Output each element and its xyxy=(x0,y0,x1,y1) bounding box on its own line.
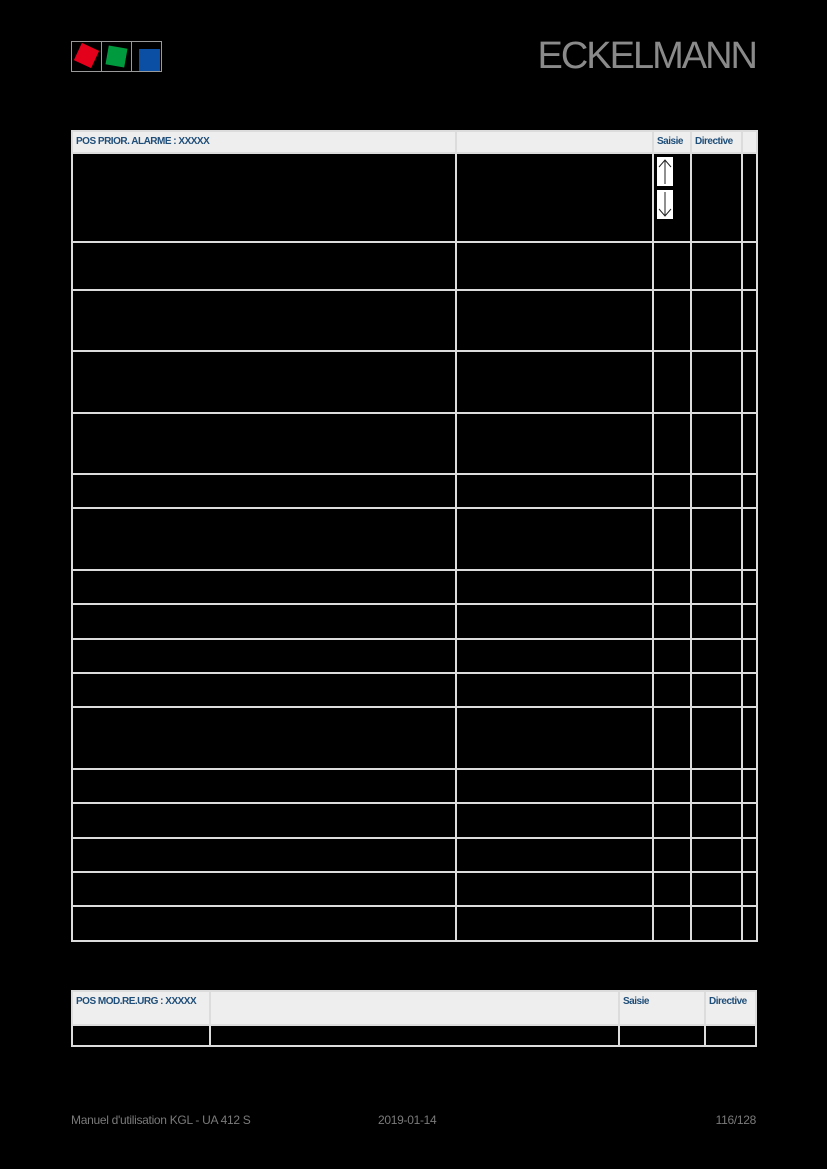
row-extra-cell xyxy=(742,803,757,838)
row-saisie-cell xyxy=(619,1025,705,1046)
column-header-directive: Directive xyxy=(705,991,756,1025)
row-label-cell xyxy=(72,351,456,413)
row-value-cell xyxy=(456,242,653,290)
row-label-cell xyxy=(72,769,456,803)
row-directive-cell xyxy=(691,673,742,707)
table-row xyxy=(72,1025,756,1046)
row-extra-cell xyxy=(742,290,757,351)
table-row xyxy=(72,474,757,508)
row-extra-cell xyxy=(742,604,757,639)
table-row xyxy=(72,838,757,872)
arrow-up-button[interactable] xyxy=(657,157,673,186)
row-directive-cell xyxy=(691,153,742,242)
row-saisie-cell xyxy=(653,474,691,508)
row-label-cell xyxy=(72,838,456,872)
row-directive-cell xyxy=(691,872,742,906)
company-logo xyxy=(71,41,162,72)
table-title: POS PRIOR. ALARME : XXXXX xyxy=(72,131,456,153)
table-row xyxy=(72,242,757,290)
row-extra-cell xyxy=(742,639,757,673)
row-extra-cell xyxy=(742,242,757,290)
row-saisie-cell xyxy=(653,769,691,803)
table-row xyxy=(72,673,757,707)
row-label-cell xyxy=(72,673,456,707)
alarm-priority-table xyxy=(71,130,758,942)
table-row xyxy=(72,413,757,474)
row-extra-cell xyxy=(742,838,757,872)
row-directive-cell xyxy=(691,838,742,872)
table-row xyxy=(72,906,757,941)
row-saisie-cell xyxy=(653,673,691,707)
row-label-cell xyxy=(72,803,456,838)
row-label-cell xyxy=(72,290,456,351)
row-label-cell xyxy=(72,508,456,570)
row-value-cell xyxy=(456,290,653,351)
column-header-value xyxy=(456,131,653,153)
row-extra-cell xyxy=(742,153,757,242)
row-label-cell xyxy=(72,1025,210,1046)
row-saisie-cell xyxy=(653,872,691,906)
row-label-cell xyxy=(72,906,456,941)
row-directive-cell xyxy=(691,803,742,838)
row-directive-cell xyxy=(691,351,742,413)
column-header-saisie: Saisie xyxy=(653,131,691,153)
row-saisie-cell xyxy=(653,803,691,838)
urgent-mode-table xyxy=(71,990,757,1047)
row-extra-cell xyxy=(742,673,757,707)
row-extra-cell xyxy=(742,474,757,508)
row-label-cell xyxy=(72,639,456,673)
row-label-cell xyxy=(72,570,456,604)
row-extra-cell xyxy=(742,413,757,474)
row-value-cell xyxy=(456,872,653,906)
arrow-down-icon xyxy=(657,190,673,219)
row-value-cell xyxy=(456,153,653,242)
row-value-cell xyxy=(456,769,653,803)
row-value-cell xyxy=(456,906,653,941)
row-value-cell xyxy=(456,351,653,413)
logo-blue-box xyxy=(131,41,162,72)
logo-green-box xyxy=(101,41,131,72)
row-saisie-cell xyxy=(653,604,691,639)
row-extra-cell xyxy=(742,570,757,604)
row-saisie-cell xyxy=(653,242,691,290)
row-value-cell xyxy=(456,604,653,639)
arrow-up-icon xyxy=(657,157,673,186)
column-header-directive: Directive xyxy=(691,131,742,153)
table-row xyxy=(72,570,757,604)
row-value-cell xyxy=(456,474,653,508)
row-value-cell xyxy=(456,508,653,570)
table-row xyxy=(72,153,757,242)
row-saisie-cell xyxy=(653,413,691,474)
column-header-value xyxy=(210,991,619,1025)
row-label-cell xyxy=(72,153,456,242)
row-saisie-cell xyxy=(653,153,691,242)
row-value-cell xyxy=(456,639,653,673)
table-row xyxy=(72,872,757,906)
row-directive-cell xyxy=(691,707,742,769)
row-extra-cell xyxy=(742,906,757,941)
row-value-cell xyxy=(210,1025,619,1046)
logo-red-box xyxy=(71,41,101,72)
table-row xyxy=(72,803,757,838)
brand-wordmark: ECKELMANN xyxy=(537,35,756,77)
row-directive-cell xyxy=(691,474,742,508)
row-extra-cell xyxy=(742,351,757,413)
row-directive-cell xyxy=(691,508,742,570)
red-square-icon xyxy=(74,43,99,68)
table-row xyxy=(72,351,757,413)
row-label-cell xyxy=(72,474,456,508)
row-saisie-cell xyxy=(653,906,691,941)
table-row xyxy=(72,769,757,803)
row-directive-cell xyxy=(691,570,742,604)
row-saisie-cell xyxy=(653,290,691,351)
row-label-cell xyxy=(72,242,456,290)
row-label-cell xyxy=(72,604,456,639)
row-value-cell xyxy=(456,838,653,872)
row-directive-cell xyxy=(705,1025,756,1046)
row-directive-cell xyxy=(691,242,742,290)
row-label-cell xyxy=(72,707,456,769)
table-row xyxy=(72,604,757,639)
green-square-icon xyxy=(105,45,127,67)
row-extra-cell xyxy=(742,508,757,570)
row-directive-cell xyxy=(691,290,742,351)
table-row xyxy=(72,707,757,769)
row-directive-cell xyxy=(691,604,742,639)
table-row xyxy=(72,290,757,351)
row-value-cell xyxy=(456,803,653,838)
row-value-cell xyxy=(456,707,653,769)
column-header-extra xyxy=(742,131,757,153)
row-saisie-cell xyxy=(653,838,691,872)
row-saisie-cell xyxy=(653,570,691,604)
table-title: POS MOD.RE.URG : XXXXX xyxy=(72,991,210,1025)
row-directive-cell xyxy=(691,413,742,474)
footer-page-number: 116/128 xyxy=(715,1113,756,1127)
row-directive-cell xyxy=(691,769,742,803)
footer-manual-title: Manuel d'utilisation KGL - UA 412 S xyxy=(71,1113,251,1127)
row-saisie-cell xyxy=(653,639,691,673)
row-value-cell xyxy=(456,570,653,604)
column-header-saisie: Saisie xyxy=(619,991,705,1025)
row-saisie-cell xyxy=(653,707,691,769)
row-value-cell xyxy=(456,673,653,707)
row-saisie-cell xyxy=(653,351,691,413)
row-value-cell xyxy=(456,413,653,474)
row-label-cell xyxy=(72,413,456,474)
row-extra-cell xyxy=(742,769,757,803)
row-directive-cell xyxy=(691,639,742,673)
table-row xyxy=(72,639,757,673)
row-extra-cell xyxy=(742,707,757,769)
footer-date: 2019-01-14 xyxy=(378,1113,437,1127)
row-extra-cell xyxy=(742,872,757,906)
row-label-cell xyxy=(72,872,456,906)
table-row xyxy=(72,508,757,570)
row-directive-cell xyxy=(691,906,742,941)
blue-square-icon xyxy=(139,49,160,71)
row-saisie-cell xyxy=(653,508,691,570)
arrow-down-button[interactable] xyxy=(657,190,673,219)
